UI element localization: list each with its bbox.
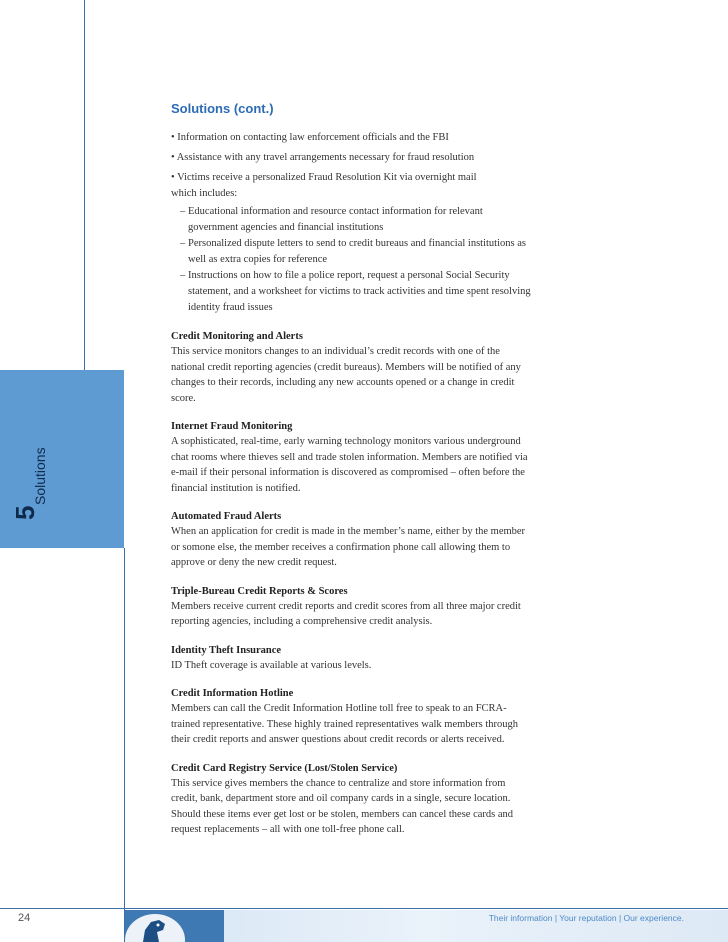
page-number: 24 bbox=[18, 912, 31, 924]
bottom-vertical-rule bbox=[124, 548, 125, 942]
service-block bbox=[171, 761, 531, 838]
dash-icon: – bbox=[180, 238, 186, 249]
service-description: ID Theft coverage is available at various levels. bbox=[171, 659, 372, 671]
service-block bbox=[171, 419, 531, 496]
service-title: Automated Fraud Alerts bbox=[171, 511, 282, 522]
bullet-item: • Assistance with any travel arrangements necessary for fraud resolution bbox=[171, 152, 475, 163]
top-vertical-rule bbox=[84, 0, 85, 370]
kit-item-text: Personalized dispute letters to send to credit bureaus and financial institutions as well as extra copies for reference bbox=[188, 238, 526, 265]
bullet-item: • Information on contacting law enforcement officials and the FBI bbox=[171, 132, 449, 143]
service-title: Credit Card Registry Service (Lost/Stolen Service) bbox=[171, 762, 398, 774]
service-block bbox=[171, 643, 531, 674]
service-description: This service gives members the chance to centralize and store information from credit, bank, department store and oil company cards in a single, secure location. Should these items ever get lost or be stolen, members can cancel these cards and request replacements – all with one toll-free phone call. bbox=[171, 777, 514, 835]
service-block bbox=[171, 509, 531, 571]
service-title: Triple-Bureau Credit Reports & Scores bbox=[171, 585, 348, 597]
kit-item-text: Educational information and resource contact information for relevant government agencies and financial institutions bbox=[188, 206, 483, 233]
service-description: This service monitors changes to an individual’s credit records with one of the national credit reporting agencies (credit bureaus). Members will be notified of any changes to their records, including any new accounts opened or a change in credit score. bbox=[171, 346, 521, 404]
footer-tagline: Their information | Your reputation | Our experience. bbox=[488, 913, 684, 923]
dash-icon: – bbox=[180, 270, 186, 281]
services-bullet-list bbox=[171, 130, 531, 316]
service-block bbox=[171, 329, 531, 406]
bullet-item-text: • Victims receive a personalized Fraud Resolution Kit via overnight mail which includes: bbox=[171, 172, 477, 199]
kit-item bbox=[171, 204, 531, 236]
service-title: Identity Theft Insurance bbox=[171, 644, 282, 656]
service-block bbox=[171, 584, 531, 630]
kit-item bbox=[171, 236, 531, 268]
section-side-tab bbox=[0, 370, 124, 548]
section-label: Solutions bbox=[32, 447, 48, 505]
footer-rule bbox=[0, 908, 728, 909]
knight-logo-graphic bbox=[125, 910, 224, 942]
main-content bbox=[171, 100, 531, 838]
service-title: Credit Monitoring and Alerts bbox=[171, 331, 303, 342]
chess-knight-logo-icon bbox=[125, 910, 224, 942]
bullet-item-kit bbox=[171, 170, 531, 316]
service-description: When an application for credit is made in the member’s name, either by the member or somone else, the member receives a confirmation phone call allowing them to approve or deny the new credit request. bbox=[171, 526, 526, 568]
kit-item bbox=[171, 268, 531, 316]
service-description: Members receive current credit reports and credit scores from all three major credit reporting agencies, including a comprehensive credit analysis. bbox=[171, 600, 521, 627]
kit-contents-list bbox=[171, 204, 531, 316]
service-title: Internet Fraud Monitoring bbox=[171, 421, 293, 432]
service-title: Credit Information Hotline bbox=[171, 688, 294, 699]
section-number: 5 bbox=[10, 505, 40, 520]
kit-item-text: Instructions on how to file a police report, request a personal Social Security statement, and a worksheet for victims to track activities and time spent resolving identity fraud issues bbox=[188, 270, 531, 313]
service-description: Members can call the Credit Information Hotline toll free to speak to an FCRA-trained representative. These highly trained representatives walk members through their credit reports and answer questions about credit records or alerts received. bbox=[171, 703, 519, 745]
dash-icon: – bbox=[180, 206, 186, 217]
service-description: A sophisticated, real-time, early warning technology monitors various underground chat rooms where thieves sell and trade stolen information. Members are notified via e-mail if their personal information is discovered as compromised – often before the financial institution is notified. bbox=[171, 436, 528, 494]
service-block bbox=[171, 686, 531, 748]
page-title: Solutions (cont.) bbox=[171, 101, 274, 116]
